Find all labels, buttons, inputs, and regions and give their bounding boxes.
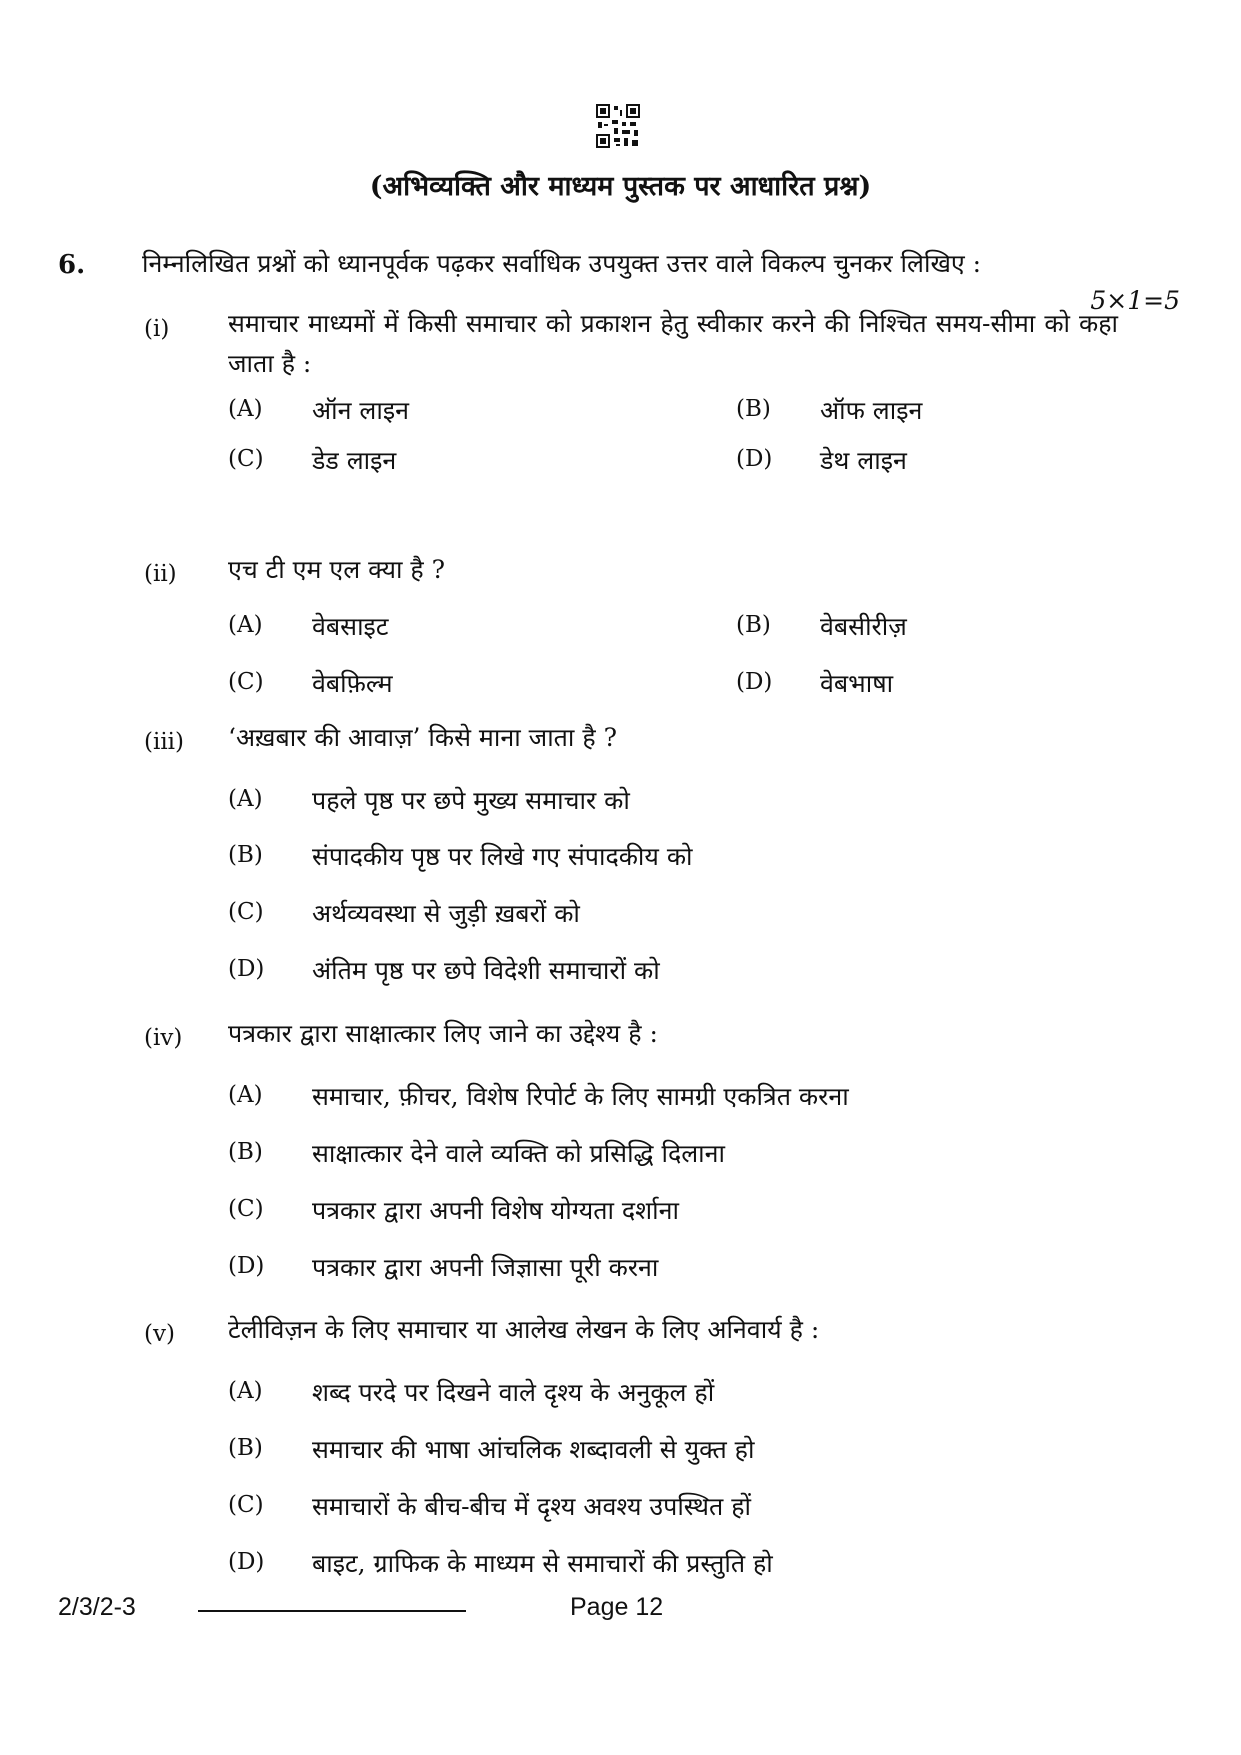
option-text: अर्थव्यवस्था से जुड़ी ख़बरों को: [312, 899, 580, 928]
part-number: (i): [144, 316, 170, 342]
option-text: ऑन लाइन: [312, 396, 409, 425]
option-label: (B): [228, 1139, 263, 1165]
option-text: अंतिम पृष्ठ पर छपे विदेशी समाचारों को: [312, 956, 660, 985]
option-label: (A): [228, 786, 263, 812]
part-question: ‘अख़बार की आवाज़’ किसे माना जाता है ?: [228, 723, 617, 752]
option-label: (C): [228, 899, 264, 925]
qr-code-icon: [596, 104, 640, 148]
option-label: (B): [736, 396, 771, 422]
part-number: (v): [144, 1321, 175, 1347]
option-label: (A): [228, 1378, 263, 1404]
option-text: समाचारों के बीच-बीच में दृश्य अवश्य उपस्थित हों: [312, 1492, 751, 1521]
option-text: बाइट, ग्राफिक के माध्यम से समाचारों की प्रस्तुति हो: [312, 1549, 773, 1578]
option-label: (D): [228, 1549, 265, 1575]
option-label: (A): [228, 1082, 263, 1108]
part-question: पत्रकार द्वारा साक्षात्कार लिए जाने का उद्देश्य है :: [228, 1019, 658, 1048]
question-marks: 5×1=5: [1090, 286, 1180, 315]
footer-divider: [198, 1610, 466, 1612]
option-text: डेड लाइन: [312, 446, 397, 475]
option-text: पत्रकार द्वारा अपनी विशेष योग्यता दर्शाना: [312, 1196, 679, 1225]
option-label: (A): [228, 612, 263, 638]
option-text: संपादकीय पृष्ठ पर लिखे गए संपादकीय को: [312, 842, 693, 871]
section-heading: (अभिव्यक्ति और माध्यम पुस्तक पर आधारित प्रश्न): [369, 171, 872, 202]
option-label: (C): [228, 446, 264, 472]
question-number: 6.: [58, 250, 86, 280]
option-text: साक्षात्कार देने वाले व्यक्ति को प्रसिद्धि दिलाना: [312, 1139, 726, 1168]
option-label: (C): [228, 1196, 264, 1222]
paper-code: 2/3/2-3: [58, 1593, 136, 1621]
part-question: टेलीविज़न के लिए समाचार या आलेख लेखन के लिए अनिवार्य है :: [228, 1315, 820, 1344]
page-number: Page 12: [570, 1593, 664, 1621]
option-text: ऑफ लाइन: [820, 396, 923, 425]
part-question: समाचार माध्यमों में किसी समाचार को प्रकाशन हेतु स्वीकार करने की निश्चित समय-सीमा को कहा जाता है :: [228, 309, 1118, 378]
option-label: (B): [228, 1435, 263, 1461]
part-number: (ii): [144, 561, 177, 587]
option-text: डेथ लाइन: [820, 446, 907, 475]
option-label: (B): [228, 842, 263, 868]
option-label: (D): [228, 956, 265, 982]
option-text: समाचार की भाषा आंचलिक शब्दावली से युक्त हो: [312, 1435, 755, 1464]
option-text: समाचार, फ़ीचर, विशेष रिपोर्ट के लिए सामग्री एकत्रित करना: [312, 1082, 849, 1111]
question-text: निम्नलिखित प्रश्नों को ध्यानपूर्वक पढ़कर सर्वाधिक उपयुक्त उत्तर वाले विकल्प चुनकर लिखिए :: [142, 249, 982, 278]
option-text: शब्द परदे पर दिखने वाले दृश्य के अनुकूल हों: [312, 1378, 715, 1407]
option-label: (D): [736, 446, 773, 472]
option-text: वेबसीरीज़: [820, 612, 907, 641]
option-text: पहले पृष्ठ पर छपे मुख्य समाचार को: [312, 786, 630, 815]
part-number: (iv): [144, 1025, 183, 1051]
option-label: (C): [228, 1492, 264, 1518]
part-number: (iii): [144, 729, 185, 755]
option-text: वेबफ़िल्म: [312, 669, 393, 698]
option-label: (D): [228, 1253, 265, 1279]
option-label: (B): [736, 612, 771, 638]
option-label: (C): [228, 669, 264, 695]
part-question: एच टी एम एल क्या है ?: [228, 555, 446, 584]
option-label: (A): [228, 396, 263, 422]
option-text: वेबभाषा: [820, 669, 894, 698]
option-text: वेबसाइट: [312, 612, 389, 641]
option-label: (D): [736, 669, 773, 695]
option-text: पत्रकार द्वारा अपनी जिज्ञासा पूरी करना: [312, 1253, 659, 1282]
